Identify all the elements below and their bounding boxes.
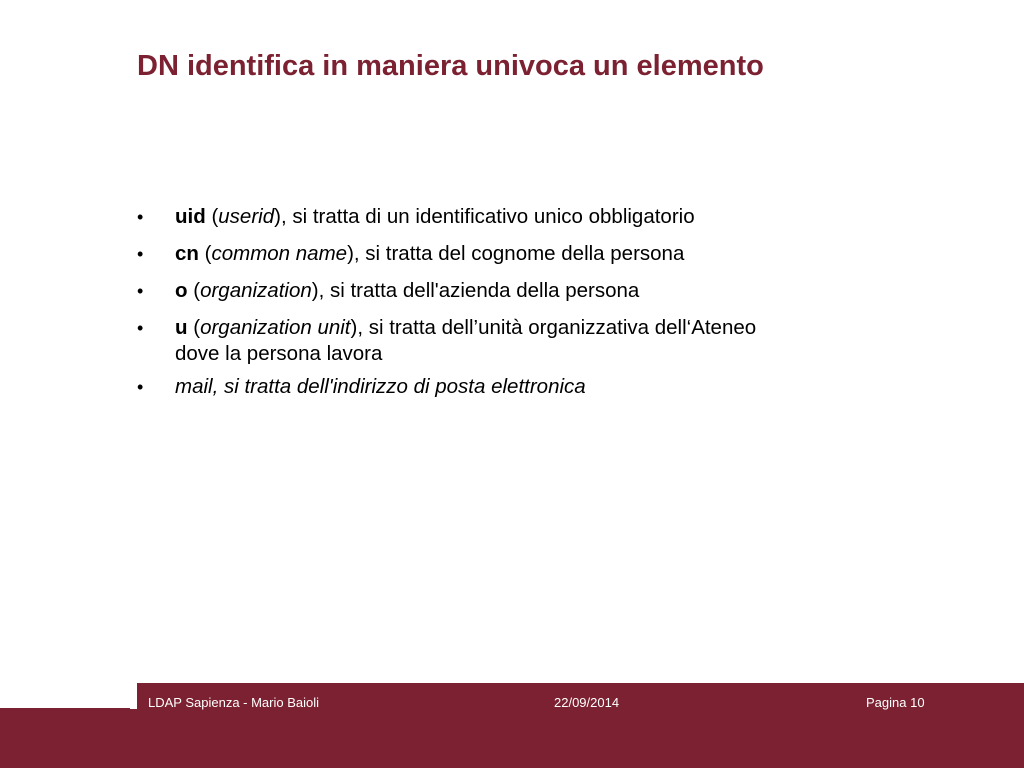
list-item — [137, 200, 937, 234]
attribute-description: ), si tratta del cognome della persona — [347, 242, 685, 265]
attribute-description: ), si tratta dell'azienda della persona — [311, 279, 640, 302]
footer-gap — [130, 683, 137, 709]
attribute-description: mail, si tratta dell'indirizzo di posta elettronica — [175, 375, 586, 398]
attribute-key: uid — [175, 205, 206, 228]
attribute-term: organization — [200, 279, 312, 302]
bullet-marker: • — [137, 244, 144, 264]
footer-bar — [0, 708, 1024, 768]
list-item — [137, 311, 937, 367]
paren-open: ( — [187, 316, 201, 339]
attribute-key: u — [175, 316, 188, 339]
attribute-key: o — [175, 279, 188, 302]
paren-open: ( — [205, 205, 219, 228]
list-item — [137, 237, 937, 271]
attribute-key: cn — [175, 242, 199, 265]
attribute-description: ), si tratta di un identificativo unico obbligatorio — [274, 205, 695, 228]
slide-title: DN identifica in maniera univoca un elemento — [137, 50, 764, 82]
list-item — [137, 370, 937, 404]
footer-page-number: Pagina 10 — [866, 695, 925, 710]
list-item — [137, 274, 937, 308]
bullet-marker: • — [137, 377, 144, 397]
bullet-marker: • — [137, 207, 144, 227]
attribute-term: organization unit — [200, 316, 351, 339]
attribute-term: userid — [218, 205, 275, 228]
bullet-list — [137, 200, 937, 407]
paren-open: ( — [198, 242, 212, 265]
bullet-marker: • — [137, 281, 144, 301]
attribute-description: ), si tratta dell’unità organizzativa dell‘Ateneo — [350, 316, 757, 339]
paren-open: ( — [187, 279, 201, 302]
attribute-term: common name — [211, 242, 348, 265]
bullet-marker: • — [137, 318, 144, 338]
footer-author: LDAP Sapienza - Mario Baioli — [148, 695, 320, 710]
footer-date: 22/09/2014 — [554, 695, 620, 710]
attribute-description-continued: dove la persona lavora — [175, 342, 383, 365]
